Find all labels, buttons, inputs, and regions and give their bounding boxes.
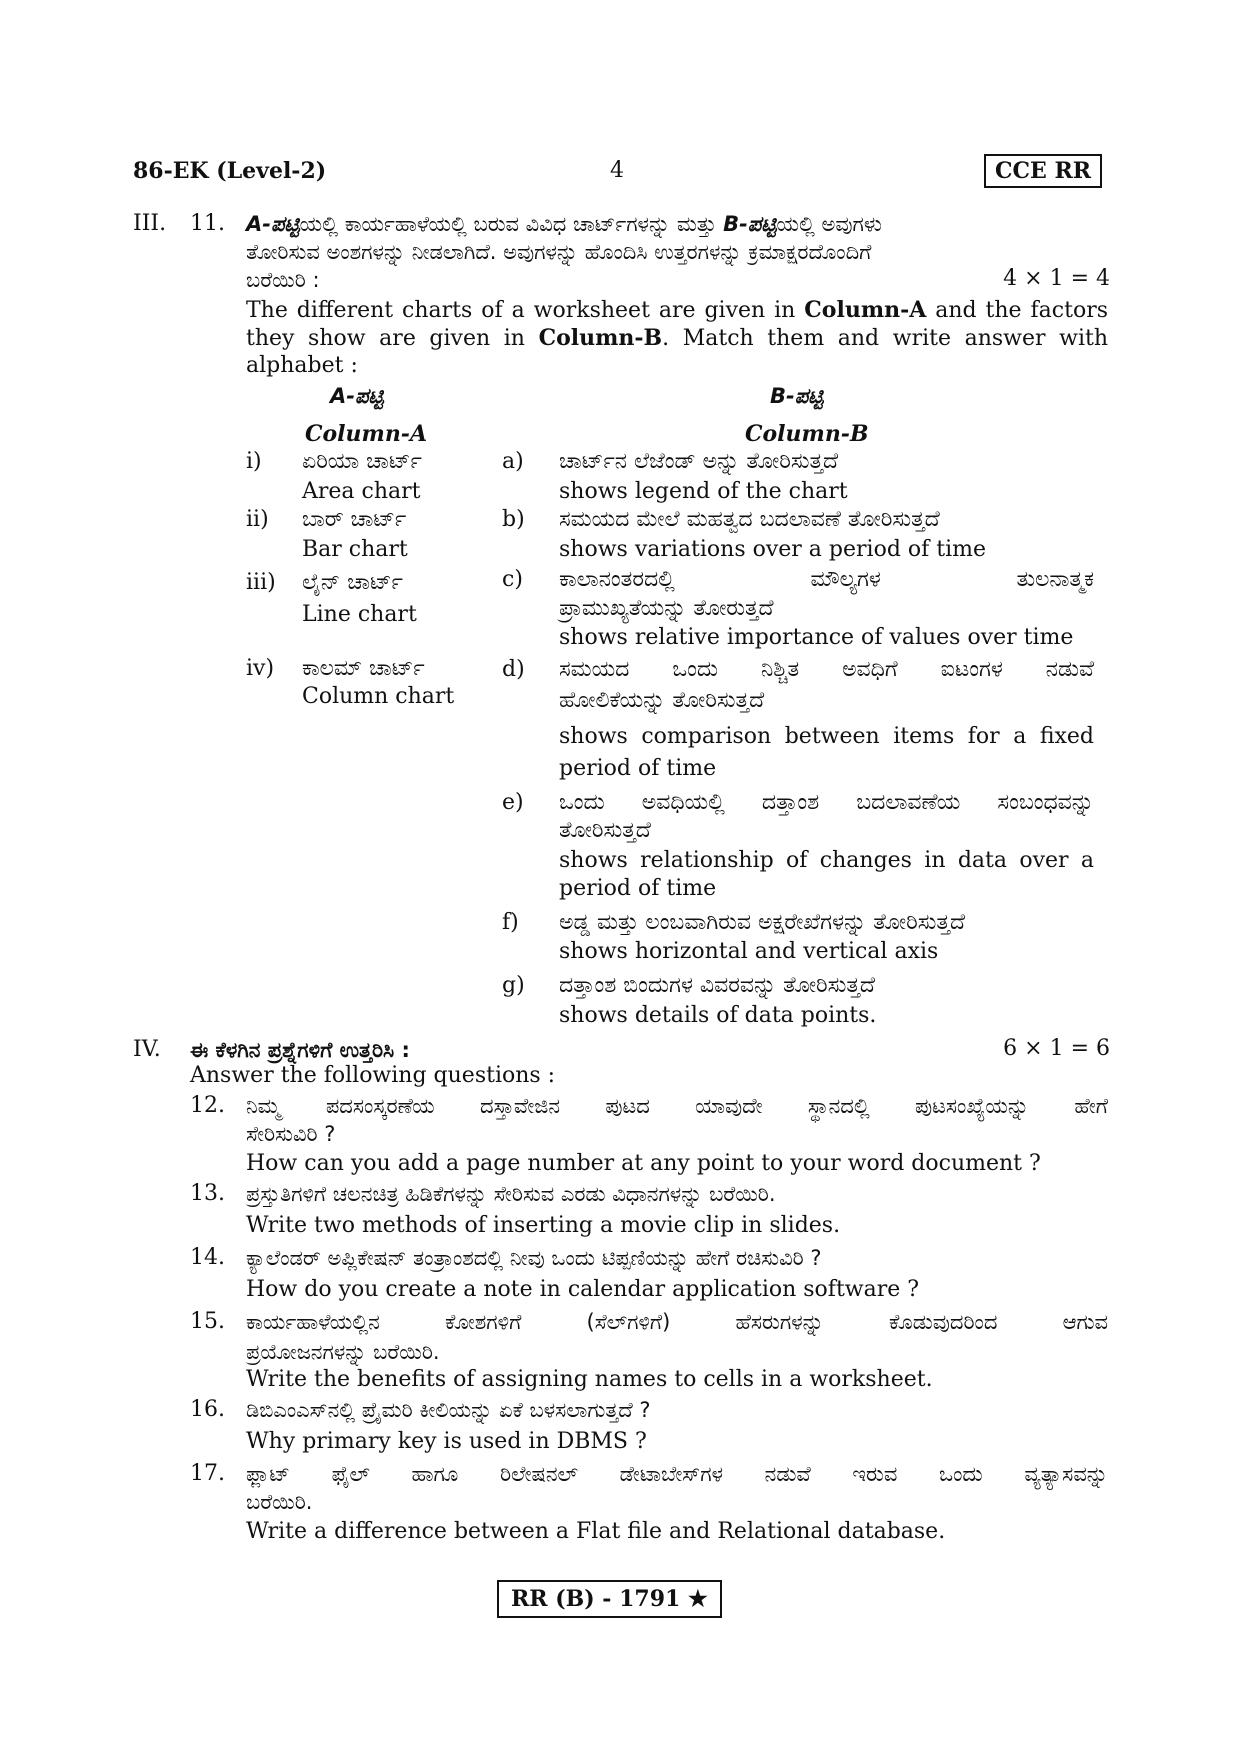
footer-code-box: RR (B) - 1791 ★ xyxy=(497,1580,722,1618)
paper-code: 86-EK (Level-2) xyxy=(133,158,327,184)
q11-en-text-2: and the factors xyxy=(926,298,1108,323)
q11-kn-text-2: ಯಲ್ಲಿ ಅವುಗಳು xyxy=(776,212,882,236)
column-a-item-3-kn: ಲೈನ್ ಚಾರ್ಟ್ xyxy=(302,570,403,595)
column-b-item-f-kn: ಅಡ್ಡ ಮತ್ತು ಲಂಬವಾಗಿರುವ ಅಕ್ಷರೇಖೆಗಳನ್ನು ತೋರಿಸುತ್ತದೆ xyxy=(559,910,966,935)
column-b-item-g-en: shows details of data points. xyxy=(559,1003,877,1028)
q11-english-line-3: alphabet : xyxy=(246,353,358,378)
column-a-item-3-label: iii) xyxy=(246,570,276,595)
column-b-item-f-label: f) xyxy=(502,910,519,935)
q11-english-line-2 xyxy=(246,324,1108,353)
page-number: 4 xyxy=(610,158,624,183)
column-b-en-ref: Column-B xyxy=(538,325,663,351)
question-14-en: How do you create a note in calendar application software ? xyxy=(246,1277,920,1302)
question-12-kn-line-2: ಸೇರಿಸುವಿರಿ ? xyxy=(246,1122,336,1146)
question-16-kn: ಡಿಬಿಎಂಎಸ್‌ನಲ್ಲಿ ಪ್ರೈಮರಿ ಕೀಲಿಯನ್ನು ಏಕೆ ಬಳಸಲಾಗುತ್ತದೆ ? xyxy=(246,1398,651,1422)
column-a-heading-en: Column-A xyxy=(305,421,428,447)
column-b-item-d-en-line-2: period of time xyxy=(559,756,717,781)
column-b-item-g-label: g) xyxy=(502,973,525,998)
question-15-en: Write the benefits of assigning names to cells in a worksheet. xyxy=(246,1367,933,1392)
section-four-title-en: Answer the following questions : xyxy=(190,1063,556,1088)
q11-kn-text-1: ಯಲ್ಲಿ ಕಾರ್ಯಹಾಳೆಯಲ್ಲಿ ಬರುವ ವಿವಿಧ ಚಾರ್ಟ್‌ಗಳನ್ನು ಮತ್ತು xyxy=(299,212,724,236)
column-a-item-2-kn: ಬಾರ್ ಚಾರ್ಟ್ xyxy=(302,507,407,532)
column-b-item-a-label: a) xyxy=(502,449,524,474)
column-b-item-b-label: b) xyxy=(502,507,525,532)
column-b-item-f-en: shows horizontal and vertical axis xyxy=(559,939,939,964)
column-a-item-3-en: Line chart xyxy=(302,602,417,627)
question-16-number: 16. xyxy=(190,1397,225,1422)
question-17-number: 17. xyxy=(190,1461,225,1486)
q11-en-text-4: . Match them and write answer with xyxy=(662,326,1108,351)
q11-english-line-1 xyxy=(246,296,1108,325)
column-b-item-e-en-line-1: shows relationship of changes in data over a xyxy=(559,848,1094,873)
q11-en-text-3: they show are given in xyxy=(246,326,539,351)
question-15-number: 15. xyxy=(190,1309,225,1334)
q11-kannada-line-1 xyxy=(246,210,882,238)
column-b-heading-kn: B-ಪಟ್ಟಿ xyxy=(770,384,824,408)
column-b-item-e-kn-line-1: ಒಂದು ಅವಧಿಯಲ್ಲಿ ದತ್ತಾಂಶ ಬದಲಾವಣೆಯ ಸಂಬಂಧವನ್ನು xyxy=(559,790,1094,815)
column-a-item-2-label: ii) xyxy=(246,507,269,532)
column-b-item-a-kn: ಚಾರ್ಟ್‌ನ ಲೆಜೆಂಡ್ ಅನ್ನು ತೋರಿಸುತ್ತದೆ xyxy=(559,449,839,474)
column-a-en-ref: Column-A xyxy=(804,297,927,323)
column-a-item-4-label: iv) xyxy=(246,656,275,681)
column-a-item-1-kn: ಏರಿಯಾ ಚಾರ್ಟ್ xyxy=(302,449,422,474)
column-b-item-e-kn-line-2: ತೋರಿಸುತ್ತದೆ xyxy=(559,818,651,843)
column-b-heading-en: Column-B xyxy=(745,421,869,447)
question-13-number: 13. xyxy=(190,1181,225,1206)
column-b-item-d-kn-line-1: ಸಮಯದ ಒಂದು ನಿಶ್ಚಿತ ಅವಧಿಗೆ ಐಟಂಗಳ ನಡುವೆ xyxy=(559,657,1094,682)
section-four-marks: 6 × 1 = 6 xyxy=(1003,1036,1110,1061)
column-b-item-d-kn-line-2: ಹೋಲಿಕೆಯನ್ನು ತೋರಿಸುತ್ತದೆ xyxy=(559,688,765,713)
column-a-item-1-en: Area chart xyxy=(302,479,421,504)
column-b-item-c-label: c) xyxy=(502,567,523,592)
q11-kannada-line-3: ಬರೆಯಿರಿ : xyxy=(246,268,320,292)
column-a-item-4-kn: ಕಾಲಮ್ ಚಾರ್ಟ್ xyxy=(302,656,425,681)
question-13-en: Write two methods of inserting a movie clip in slides. xyxy=(246,1213,841,1238)
q11-marks: 4 × 1 = 4 xyxy=(1003,266,1110,291)
question-17-kn-line-1: ಫ್ಲಾಟ್ ಫೈಲ್ ಹಾಗೂ ರಿಲೇಷನಲ್ ಡೇಟಾಬೇಸ್‌ಗಳ ನಡುವೆ ಇರುವ ಒಂದು ವ್ಯತ್ಯಾಸವನ್ನು xyxy=(246,1462,1108,1486)
question-17-kn-line-2: ಬರೆಯಿರಿ. xyxy=(246,1490,313,1514)
question-14-kn: ಕ್ಯಾಲೆಂಡರ್ ಅಪ್ಲಿಕೇಷನ್ ತಂತ್ರಾಂಶದಲ್ಲಿ ನೀವು ಒಂದು ಟಿಪ್ಪಣಿಯನ್ನು ಹೇಗೆ ರಚಿಸುವಿರಿ ? xyxy=(246,1246,822,1270)
question-15-kn-line-1: ಕಾರ್ಯಹಾಳೆಯಲ್ಲಿನ ಕೋಶಗಳಿಗೆ (ಸೆಲ್‌ಗಳಿಗೆ) ಹೆಸರುಗಳನ್ನು ಕೊಡುವುದರಿಂದ ಆಗುವ xyxy=(246,1310,1108,1334)
section-four-numeral: IV. xyxy=(133,1037,161,1062)
question-14-number: 14. xyxy=(190,1245,225,1270)
column-b-item-c-kn-line-1: ಕಾಲಾನಂತರದಲ್ಲಿ ಮೌಲ್ಯಗಳ ತುಲನಾತ್ಮಕ xyxy=(559,567,1094,592)
column-a-kn-ref: A-ಪಟ್ಟಿ xyxy=(246,212,300,236)
column-a-item-1-label: i) xyxy=(246,449,262,474)
question-15-kn-line-2: ಪ್ರಯೋಜನಗಳನ್ನು ಬರೆಯಿರಿ. xyxy=(246,1340,440,1364)
q11-en-text-1: The different charts of a worksheet are given in xyxy=(246,298,805,323)
column-a-item-2-en: Bar chart xyxy=(302,537,408,562)
column-a-item-4-en: Column chart xyxy=(302,684,455,709)
question-12-en: How can you add a page number at any point to your word document ? xyxy=(246,1151,1041,1176)
column-b-item-e-en-line-2: period of time xyxy=(559,876,717,901)
column-b-kn-ref: B-ಪಟ್ಟಿ xyxy=(723,212,777,236)
column-b-item-a-en: shows legend of the chart xyxy=(559,479,848,504)
section-four-title-kn: ಈ ಕೆಳಗಿನ ಪ್ರಶ್ನೆಗಳಿಗೆ ಉತ್ತರಿಸಿ : xyxy=(190,1038,410,1062)
series-badge: CCE RR xyxy=(984,154,1102,188)
column-b-item-d-label: d) xyxy=(502,657,525,682)
question-17-en: Write a difference between a Flat file and Relational database. xyxy=(246,1519,946,1544)
question-11-number: 11. xyxy=(190,211,225,236)
question-13-kn: ಪ್ರಸ್ತುತಿಗಳಿಗೆ ಚಲನಚಿತ್ರ ಹಿಡಿಕೆಗಳನ್ನು ಸೇರಿಸುವ ಎರಡು ವಿಧಾನಗಳನ್ನು ಬರೆಯಿರಿ. xyxy=(246,1182,776,1206)
column-b-item-c-en: shows relative importance of values over time xyxy=(559,625,1074,650)
question-12-number: 12. xyxy=(190,1093,225,1118)
column-b-item-g-kn: ದತ್ತಾಂಶ ಬಿಂದುಗಳ ವಿವರವನ್ನು ತೋರಿಸುತ್ತದೆ xyxy=(559,973,875,998)
column-a-heading-kn: A-ಪಟ್ಟಿ xyxy=(330,384,384,408)
column-b-item-b-kn: ಸಮಯದ ಮೇಲೆ ಮಹತ್ವದ ಬದಲಾವಣೆ ತೋರಿಸುತ್ತದೆ xyxy=(559,507,940,532)
column-b-item-e-label: e) xyxy=(502,790,524,815)
question-12-kn-line-1: ನಿಮ್ಮ ಪದಸಂಸ್ಕರಣೆಯ ದಸ್ತಾವೇಜಿನ ಪುಟದ ಯಾವುದೇ ಸ್ಥಾನದಲ್ಲಿ ಪುಟಸಂಖ್ಯೆಯನ್ನು ಹೇಗೆ xyxy=(246,1094,1108,1118)
question-16-en: Why primary key is used in DBMS ? xyxy=(246,1429,647,1454)
column-b-item-d-en-line-1: shows comparison between items for a fixed xyxy=(559,724,1094,749)
column-b-item-b-en: shows variations over a period of time xyxy=(559,537,987,562)
column-b-item-c-kn-line-2: ಪ್ರಾಮುಖ್ಯತೆಯನ್ನು ತೋರುತ್ತದೆ xyxy=(559,596,774,621)
section-three-numeral: III. xyxy=(133,211,167,236)
q11-kannada-line-2: ತೋರಿಸುವ ಅಂಶಗಳನ್ನು ನೀಡಲಾಗಿದೆ. ಅವುಗಳನ್ನು ಹೊಂದಿಸಿ ಉತ್ತರಗಳನ್ನು ಕ್ರಮಾಕ್ಷರದೊಂದಿಗೆ xyxy=(246,240,872,264)
